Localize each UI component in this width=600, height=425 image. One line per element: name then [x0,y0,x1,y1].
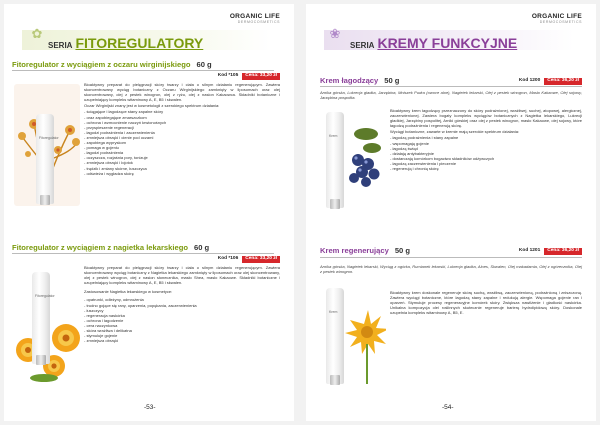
product-image [320,108,386,220]
list-item: - zmniejsza obrzęki [84,338,119,344]
list-item: - wspomagają gojenie [390,140,429,146]
list-item: - pomaga w gojeniu [84,145,119,151]
product-size: 50 g [384,76,400,85]
product-code-line [218,256,280,263]
list-item: - łagodzi podrażnienia i zaczerwienienia [84,129,155,135]
list-item: - łuszczycy [84,307,104,313]
series-header [324,30,574,50]
series-header [22,30,272,50]
list-item: - dostarczają komórkom bogactwo składników odżywczych [390,155,495,161]
list-item: - zapobiega wypryskom [84,140,127,146]
product-code-line [519,78,582,85]
divider [12,70,274,71]
ingredients: Arnika górska, Lukrecja gładka, Jarzębina, Mniszek Pudra (owoce aloe), Nagietek lekarski, Olej z pestek winogron, Masło Kakaowe, Olej sojowy, Jarzębina pospolita. [320,90,582,100]
flower-icon: ✿ [31,26,43,41]
tube-cap [40,195,51,205]
brand-tagline: DERMOCOSMETICS [539,19,582,24]
benefits-list [390,135,582,171]
product-name: Fitoregulator z wyciągiem z nagietka lekarskiego [12,243,188,252]
list-item: - trudno gojące się rany, oparzenia, popękania, zaczerwienienia [84,302,197,308]
ingredients: Arnika górska, Nagietek lekarski, Wyciąg z ogórka, Rumianek lekarski, Lukrecja gładka, Aloes, Skwalen, Olej makadamia, Olej z ogórecznika, Olej z pestek winogron. [320,264,582,274]
product-tube [32,272,55,364]
product-name: Krem łagodzący [320,76,379,85]
benefits-list [84,297,280,343]
series-prefix: SERIA [350,41,375,50]
product-code: Kod *105 [217,73,239,78]
tube-cap [36,355,47,365]
list-item: - przyspieszenie regeneracji [84,124,134,130]
product-description [84,265,280,343]
list-item: - trądzik i zmiany skórne, łuszczyca [84,165,147,171]
list-item: - regeneracja naskórka [84,312,125,318]
list-item: - odświeża i wygładza skórę [84,170,134,176]
tube-label: Fitoregulator [35,294,55,298]
list-item: - opatrunki, odleżyny, odmrożenia [84,297,144,303]
price-badge: Cena: 36,20 zł [544,78,582,85]
product-name: Fitoregulator z wyciągiem z oczaru wirginijskiego [12,60,191,69]
product-size: 50 g [394,246,411,255]
brand-logo [532,14,582,24]
product-image [320,284,386,396]
list-item: - łagodzą podrażnienia i stany zapalne [390,135,459,141]
list-item: - zmniejsza obrzęki i cienie pod oczami [84,134,154,140]
product-code: Kod 1201 [518,248,541,253]
product-size: 60 g [196,60,212,69]
tube-label: Fitoregulator [39,136,59,140]
list-item: - ochrona i łagodzenie [84,317,124,323]
product-code: Kod 1200 [518,78,541,83]
description-paragraph: Bioaktywny krem łagodzący przeznaczony do skóry podrażnionej, wrażliwej, suchej, atopowej, alergicznej, zaczerwienionej. Zawiera bogaty kompleks wyciągów botanicznych z Nagietka lekarskiego, Lukrecji gładkiej, Jarzębiny pospolitej, Arniki górskiej oraz olej z pestek winogron, masło Kakaowe, olej sojowy, które łagodzą podrażnienia i regenerują skórę. [390,108,582,129]
page-number: -53- [144,404,156,411]
brand-tagline: DERMOCOSMETICS [237,19,280,24]
product-title [12,244,209,252]
description-paragraph: Bioaktywny preparat do pielęgnacji skóry twarzy i ciała o silnym działaniu regenerującym. Zawiera skoncentrowany wyciąg botaniczny z Nagietka lekarskiego zamknięty w liposomach oraz olej skoncentrowany, olej z pestek winogron, olej z nasion słonecznika, masło Shea, masło Kakaowe. Składniki botaniczne i uzupełniający kompleks witaminowy A, E, B5 i skwalen. [84,265,280,286]
product-tube [36,114,59,204]
divider [320,257,582,258]
list-item: - łagodzą zaczerwienienia i pieczenie [390,160,457,166]
price-badge: Cena: 33,20 zł [242,256,280,263]
list-item: - działają antybakteryjnie [390,150,435,156]
list-item: - łagodzi podrażnienia [84,150,124,156]
brand-name: ORGANIC LIFE [229,13,280,20]
list-item: - cera naczynkowa [84,322,118,328]
price-badge: Cena: 33,20 zł [242,73,280,80]
divider [12,253,274,254]
tube-label: Krem [329,134,338,138]
product-tube [326,112,344,208]
product-description [84,82,280,176]
divider [320,86,582,87]
series-title: KREMY FUNKCYJNE [377,35,518,51]
left-page [4,4,294,421]
list-item: - oraz zapobiegające zmarszczkom [84,114,147,120]
series-title: FITOREGULATORY [75,35,204,51]
product-tube [326,288,344,384]
product-image [14,266,80,386]
list-item: - stymuluje gojenie [84,333,118,339]
series-prefix: SERIA [48,41,73,50]
description-paragraph: Bioaktywny krem doskonale regeneruje skórę suchą, wrażliwą, zaczerwienioną, podrażnioną i zniszczoną. Zawiera wyciągi botaniczne, które łagodzą stany zapalne i redukują alergie. Wspomaga gojenie ran i oparzeń. Stymuluje procesy regeneracyjne komórek skóry. Zwiększa nawilżenie i gładkość naskórka. Unikalna kompozycja olei roślinnych skutecznie regeneruje barierę hydrolipidową skóry. Doskonale uzupełnia kompleks witaminowy A, B5, E. [390,290,582,316]
tube-cap [330,375,341,385]
brand-name: ORGANIC LIFE [531,13,582,20]
product-description [390,108,582,171]
product-code-line [519,248,582,255]
product-code: Kod *106 [217,256,239,261]
product-title [320,247,410,255]
brand-logo [230,14,280,24]
benefits-list [84,109,280,175]
description-paragraph: Zastosowanie Nagietka lekarskiego w kosmetyce: [84,289,173,295]
list-item: - ściągające i łagodzące stany zapalne skóry [84,109,164,115]
flower-icon: ❀ [329,26,341,41]
list-item: - ochrona i wzmocnienie naczyń krwionośnych [84,119,167,125]
tube-cap [330,199,341,209]
product-code-line [218,73,280,80]
product-name: Krem regenerujący [320,246,389,255]
list-item: - regenerują i chronią skórę [390,166,439,172]
price-badge: Cena: 36,20 zł [544,248,582,255]
list-item: - skóra wrażliwa i delikatna [84,328,132,334]
description-paragraph: Bioaktywny preparat do pielęgnacji skóry twarzy i ciała o silnym działaniu regenerującym. Zawiera skoncentrowany wyciąg botaniczny z Oczaru Wirginijskiego zamknięty w liposomach oraz olej skoncentrowany, olej z pestek winogron, olej z ryżu, olej z nasion Kakaowca. Składniki botaniczne i uzupełniający kompleks witaminowy A, E, B5 i skwalen. [84,82,280,103]
description-paragraph: Oczar Wirginijski znany jest w kosmetologii z szerokiego spektrum działania: [84,103,220,109]
product-size: 60 g [193,243,210,252]
list-item: - zmniejsza obrzęki i łojotok [84,160,133,166]
product-title [320,77,399,85]
right-page [306,4,596,421]
page-number: -54- [442,404,454,411]
list-item: - oczyszcza, rozjaśnia pory, tonizuje [84,155,148,161]
tube-label: Krem [329,310,338,314]
list-item: - łagodzą świąd [390,145,418,151]
product-description [390,290,582,316]
product-image [14,84,80,206]
product-title [12,61,212,69]
description-paragraph: Wyciągi botaniczne, zawarte w kremie mają szerokie spektrum działania: [390,129,520,135]
